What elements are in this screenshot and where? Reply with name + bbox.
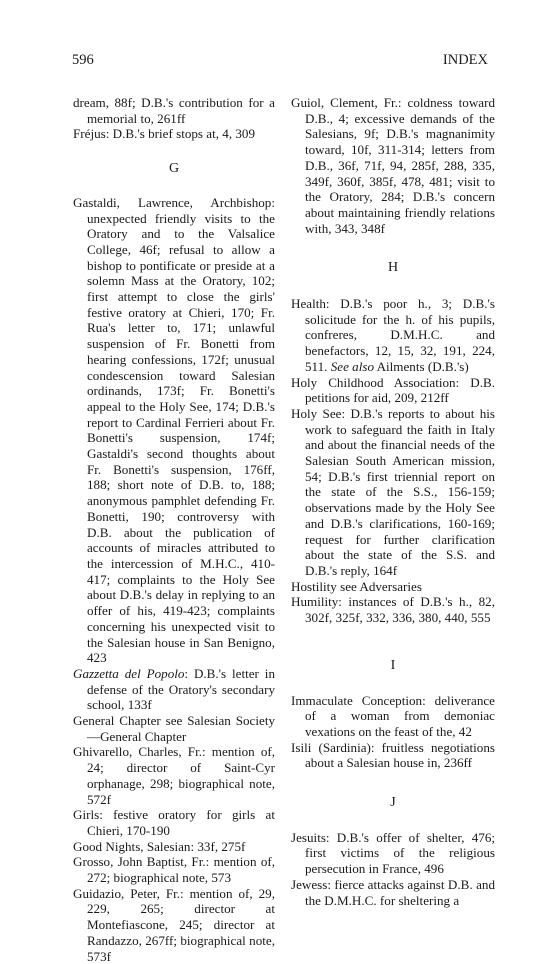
- index-entry-guiol: Guiol, Clement, Fr.: coldness toward D.B., 4; excessive demands of the Salesians, 9f; D.B.'s magnanimity toward, 10f, 311-314; letters from D.B., 36f, 71f, 94, 285f, 288, 335, 349f, 360f, 385f, 478, 481; visit to the Oratory, 284; D.B.'s concern about maintaining friendly relations with, 343, 348f: [291, 95, 495, 236]
- periodical-title: Gazzetta del Popolo: [73, 665, 185, 681]
- index-entry: Hostility see Adversaries: [291, 578, 422, 594]
- index-column-right: [291, 95, 495, 908]
- index-entry: Ghivarello, Charles, Fr.: mention of, 24; director of Saint-Cyr orphanage, 298; biographical note, 572f: [73, 744, 275, 807]
- cross-reference: See also: [330, 358, 374, 374]
- index-entry-gastaldi: Gastaldi, Lawrence, Archbishop: unexpected friendly visits to the Oratory and to the Valsalice College, 46f; refusal to allow a bishop to pontificate or preside at a solemn Mass at the Oratory, 102; first attempt to close the girls' festive oratory at Chieri, 170; Fr. Rua's letter to, 171; unlawful suspension of Fr. Bonetti from hearing confessions, 172f; unusual condescension toward Salesian ordinands, 173f; Fr. Bonetti's appeal to the Holy See, 174; D.B.'s report to Cardinal Ferrieri about Fr. Bonetti's suspension, 174f; Gastaldi's second thoughts about Fr. Bonetti's suspension, 176ff, 188; short note of D.B. to, 188; anonymous pamphlet defending Fr. Bonetti, 190; controversy with D.B. about the publication of accounts of miracles attributed to the intercession of M.H.C., 410-417; complaints to the Holy See about D.B.'s delay in replying to an offer of his, 419-423; complaints concerning his unexpected visit to the Salesian house in San Benigno, 423: [73, 194, 275, 666]
- index-entry: Girls: festive oratory for girls at Chieri, 170-190: [73, 807, 275, 838]
- index-entry: Isili (Sardinia): fruitless negotiations about a Salesian house in, 236ff: [291, 739, 495, 771]
- section-letter-j: J: [390, 795, 396, 811]
- index-entry: General Chapter see Salesian Society—General Chapter: [73, 713, 275, 744]
- section-letter-g: G: [168, 161, 180, 177]
- index-entry: Jewess: fierce attacks against D.B. and the D.M.H.C. for sheltering a: [291, 876, 495, 908]
- index-entry: Good Nights, Salesian: 33f, 275f: [73, 838, 246, 854]
- page-number: 596: [72, 52, 94, 68]
- index-entry: Holy Childhood Association: D.B. petitions for aid, 209, 212ff: [291, 374, 495, 406]
- index-entry-continuation: dream, 88f; D.B.'s contribution for a memorial to, 261ff: [73, 95, 275, 126]
- running-title: INDEX: [442, 52, 488, 68]
- index-column-left: [73, 95, 275, 964]
- index-entry: Grosso, John Baptist, Fr.: mention of, 272; biographical note, 573: [73, 854, 275, 886]
- page-header: [72, 52, 488, 72]
- index-entry: Guidazio, Peter, Fr.: mention of, 29, 229, 265; director at Montefiascone, 245; director at Randazzo, 267ff; biographical note, 573f: [73, 885, 275, 964]
- index-entry: Jesuits: D.B.'s offer of shelter, 476; first victims of the religious persecution in France, 496: [291, 829, 495, 877]
- index-entry: Immaculate Conception: deliverance of a woman from demoniac vexations on the feast of the, 42: [291, 692, 495, 739]
- index-entry: Holy See: D.B.'s reports to about his work to safeguard the faith in Italy and about the financial needs of the Salesian South American mission, 54; D.B.'s first triennial report on the state of the S.S., 156-159; observations made by the Holy See and D.B.'s clarifications, 160-169; request for further clarification about the state of the S.S. and D.B.'s reply, 164f: [291, 405, 495, 578]
- index-entry-gazzetta: Gazzetta del Popolo: D.B.'s letter in defense of the Oratory's secondary school, 133f: [73, 665, 275, 713]
- index-entry-frejus: Fréjus: D.B.'s brief stops at, 4, 309: [73, 126, 256, 142]
- section-letter-h: H: [387, 260, 399, 276]
- index-entry: Humility: instances of D.B.'s h., 82, 302f, 325f, 332, 336, 380, 440, 555: [291, 594, 495, 626]
- section-letter-i: I: [390, 657, 396, 673]
- index-entry-health: Health: D.B.'s poor h., 3; D.B.'s solicitude for the h. of his pupils, confreres, D.M.H.C. and benefactors, 12, 15, 32, 191, 224, 511. See also Ailments (D.B.'s): [291, 296, 495, 374]
